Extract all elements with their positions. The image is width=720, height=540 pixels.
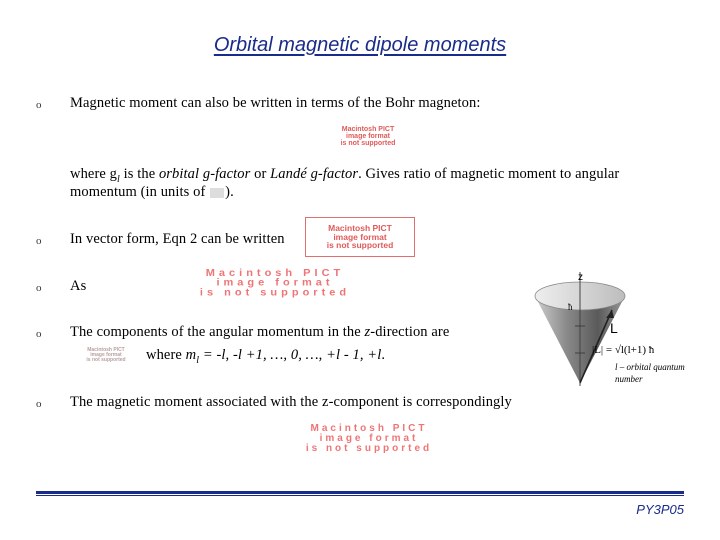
bullet-2: o [36,235,42,247]
bullet-4: o [36,328,42,340]
pict-placeholder-3: Macintosh PICT image format is not supported [199,267,351,298]
text-line-2: where $g_l$ is the orbital g-factor or Landé g-factor. Gives ratio of magnetic moment to angular [70,166,620,185]
footer-course-code: PY3P05 [636,502,684,517]
pict-placeholder-1: Macintosh PICT image format is not supported [340,125,396,147]
text-line-4: In vector form, Eqn 2 can be written [70,231,285,247]
page-title: Orbital magnetic dipole moments [213,34,507,56]
angular-momentum-cone-diagram [530,268,720,393]
diagram-caption-line2: number [615,374,643,384]
text-line-6: The components of the angular momentum in the z-direction are [70,324,450,340]
bullet-1: o [36,99,42,111]
bullet-5: o [36,398,42,410]
L-vector-label: L [610,320,618,336]
text-line-8: The magnetic moment associated with the z-component is correspondingly [70,394,512,410]
footer-rule-thick [36,491,684,494]
bullet-3: o [36,282,42,294]
hbar-tick-label: ħ [568,302,573,312]
text-line-5: As [70,278,87,294]
magnitude-formula: |L| = √l(l+1) ħ [592,344,655,356]
footer-rule-thin [36,495,684,496]
pict-placeholder-2: Macintosh PICT image format is not supported [305,217,415,257]
pict-placeholder-5: Macintosh PICT image format is not supported [305,423,433,454]
pict-placeholder-4: Macintosh PICT image format is not supported [86,346,126,363]
text-line-1: Magnetic moment can also be written in terms of the Bohr magneton: [70,95,481,111]
z-axis-label: z [578,272,583,283]
text-line-7: where $m_l = -l$, -l +1, …, 0, …, +l - 1, +l. [146,347,386,366]
diagram-caption-line1: l – orbital quantum [615,362,685,372]
text-line-3: momentum (in units of ). [70,184,234,200]
hbar-symbol-icon [210,188,224,198]
